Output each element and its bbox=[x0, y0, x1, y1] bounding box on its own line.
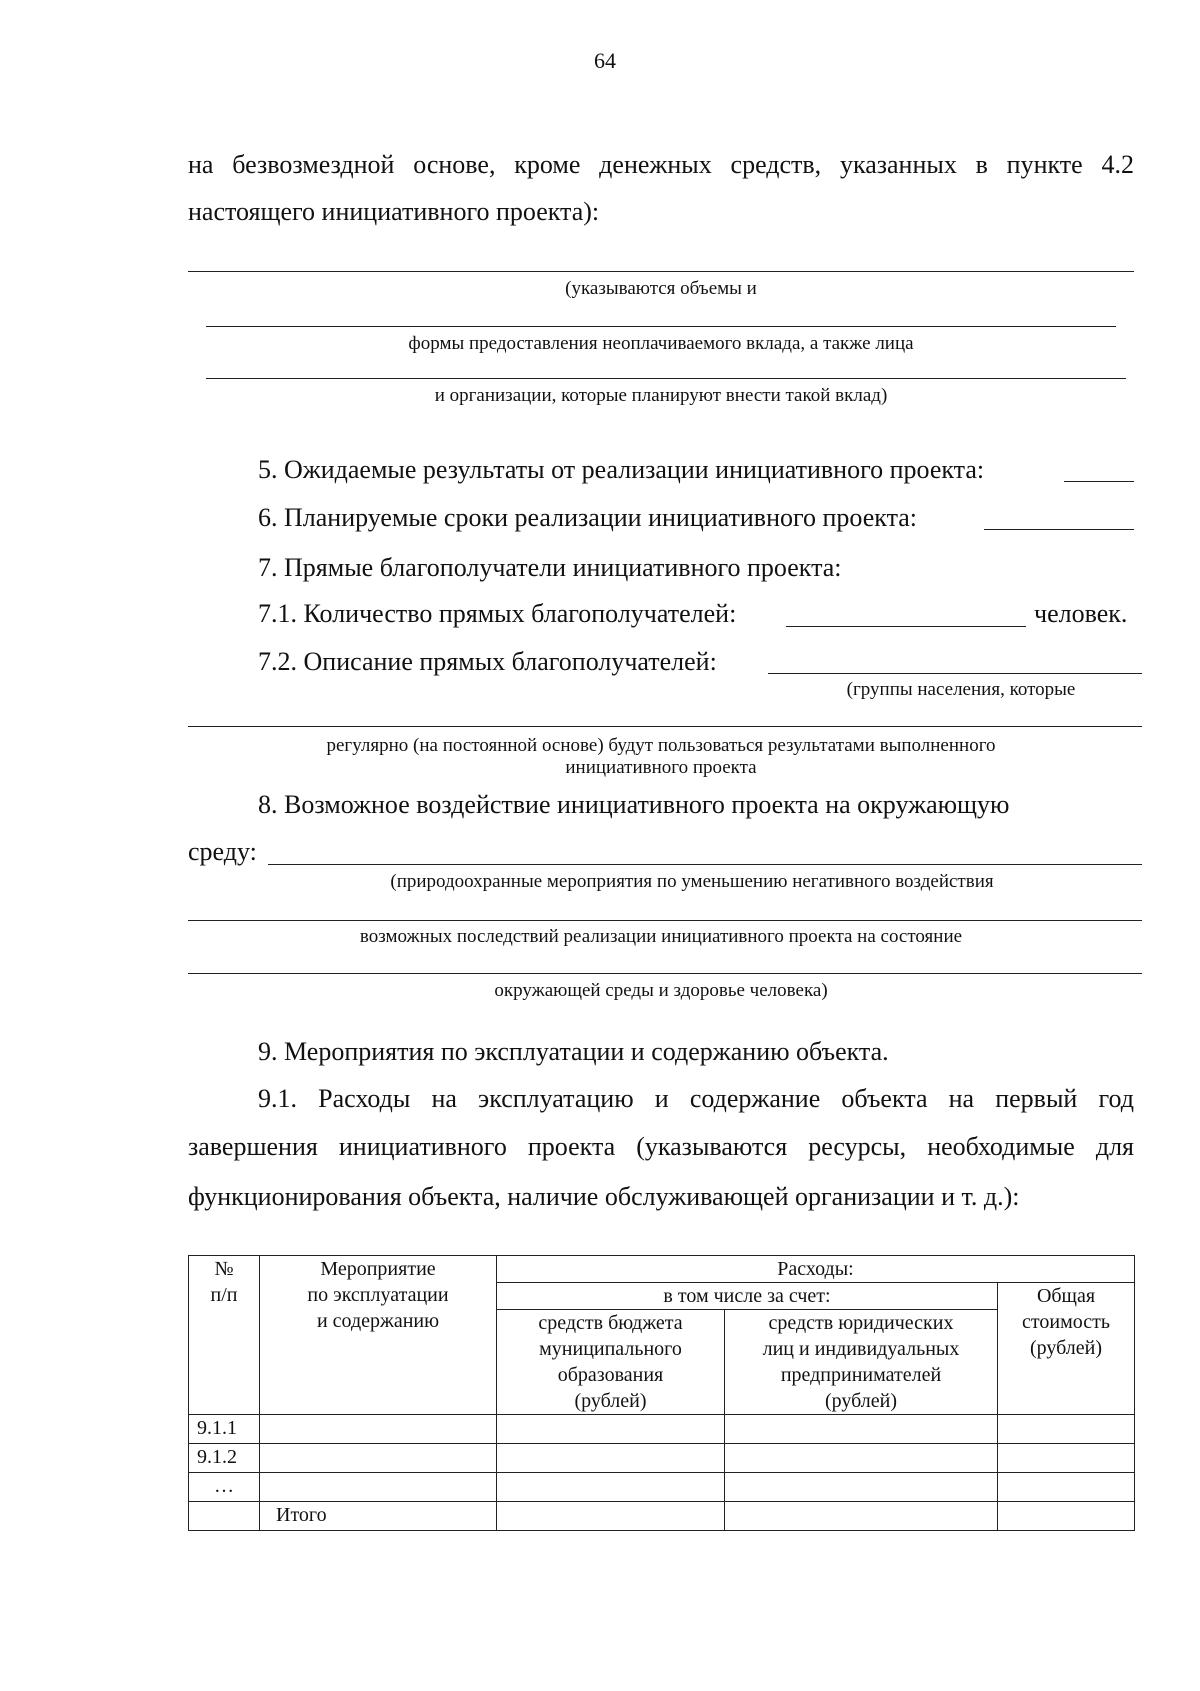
blank-line bbox=[206, 326, 1116, 327]
intro-line-2: настоящего инициативного проекта): bbox=[188, 197, 600, 226]
hint-beneficiaries-3: инициативного проекта bbox=[565, 757, 757, 778]
row-cell bbox=[497, 1415, 725, 1444]
table-row-total bbox=[189, 1502, 1135, 1531]
item-9-1-line-1: 9.1. Расходы на эксплуатацию и содержание объекта на первый год bbox=[258, 1084, 1134, 1113]
hint-beneficiaries-1: (группы населения, которые bbox=[846, 679, 1076, 700]
page-number: 64 bbox=[594, 48, 616, 73]
row-cell bbox=[497, 1444, 725, 1473]
row-cell bbox=[998, 1444, 1135, 1473]
row-cell bbox=[998, 1473, 1135, 1502]
blank-line bbox=[1064, 481, 1134, 482]
row-cell bbox=[497, 1473, 725, 1502]
blank-line bbox=[188, 973, 1142, 974]
table-row bbox=[189, 1415, 1135, 1444]
blank-line bbox=[188, 271, 1134, 272]
blank-line bbox=[786, 626, 1026, 627]
intro-line-1: на безвозмездной основе, кроме денежных средств, указанных в пункте 4.2 bbox=[188, 150, 1134, 179]
row-number: 9.1.1 bbox=[189, 1415, 260, 1444]
total-label: Итого bbox=[260, 1502, 497, 1531]
hint-environment-1: (природоохранные мероприятия по уменьшению негативного воздействия bbox=[390, 871, 994, 892]
item-9-1-line-2: завершения инициативного проекта (указываются ресурсы, необходимые для bbox=[188, 1132, 1134, 1161]
item-6: 6. Планируемые сроки реализации инициативного проекта: bbox=[258, 503, 918, 532]
header-event: Мероприятие по эксплуатации и содержанию bbox=[260, 1256, 497, 1415]
row-number: … bbox=[189, 1473, 260, 1502]
item-7-1: 7.1. Количество прямых благополучателей: bbox=[258, 599, 737, 628]
hint-beneficiaries-2: регулярно (на постоянной основе) будут пользоваться результатами выполненного bbox=[326, 735, 996, 756]
row-cell bbox=[260, 1473, 497, 1502]
hint-environment-3: окружающей среды и здоровье человека) bbox=[494, 980, 828, 1001]
table-row bbox=[189, 1473, 1135, 1502]
item-7-2: 7.2. Описание прямых благополучателей: bbox=[258, 647, 717, 676]
blank-line bbox=[188, 726, 1142, 727]
row-cell bbox=[497, 1502, 725, 1531]
row-cell bbox=[260, 1415, 497, 1444]
item-9: 9. Мероприятия по эксплуатации и содержанию объекта. bbox=[258, 1037, 889, 1066]
item-8-line-1: 8. Возможное воздействие инициативного проекта на окружающую bbox=[258, 790, 1010, 819]
item-9-1-line-3: функционирования объекта, наличие обслуживающей организации и т. д.): bbox=[188, 1182, 1020, 1211]
row-cell bbox=[725, 1502, 998, 1531]
item-5: 5. Ожидаемые результаты от реализации инициативного проекта: bbox=[258, 455, 985, 484]
blank-line bbox=[188, 920, 1142, 921]
expenses-table bbox=[188, 1255, 1135, 1531]
header-expenses: Расходы: bbox=[497, 1256, 1135, 1283]
item-7: 7. Прямые благополучатели инициативного проекта: bbox=[258, 553, 842, 582]
hint-contribution-1: (указываются объемы и bbox=[565, 278, 757, 299]
table-row bbox=[189, 1444, 1135, 1473]
blank-line bbox=[768, 673, 1142, 674]
row-cell bbox=[725, 1415, 998, 1444]
hint-environment-2: возможных последствий реализации инициативного проекта на состояние bbox=[359, 926, 963, 947]
hint-contribution-3: и организации, которые планируют внести такой вклад) bbox=[434, 385, 888, 406]
blank-line bbox=[206, 378, 1126, 379]
header-including: в том числе за счет: bbox=[497, 1283, 998, 1310]
row-cell bbox=[260, 1444, 497, 1473]
blank-line bbox=[268, 864, 1142, 865]
header-number: № п/п bbox=[189, 1256, 260, 1415]
row-cell bbox=[725, 1473, 998, 1502]
row-cell bbox=[725, 1444, 998, 1473]
row-cell bbox=[998, 1415, 1135, 1444]
row-number: 9.1.2 bbox=[189, 1444, 260, 1473]
hint-contribution-2: формы предоставления неоплачиваемого вклада, а также лица bbox=[408, 333, 914, 354]
blank-line bbox=[984, 529, 1134, 530]
header-legal-entities-funds: средств юридических лиц и индивидуальных предпринимателей (рублей) bbox=[725, 1310, 998, 1415]
header-total-cost: Общая стоимость (рублей) bbox=[998, 1283, 1135, 1415]
header-budget-funds: средств бюджета муниципального образования (рублей) bbox=[497, 1310, 725, 1415]
row-number bbox=[189, 1502, 260, 1531]
row-cell bbox=[998, 1502, 1135, 1531]
item-8-line-2: среду: bbox=[188, 837, 257, 866]
item-7-1-unit: человек. bbox=[1034, 599, 1128, 628]
